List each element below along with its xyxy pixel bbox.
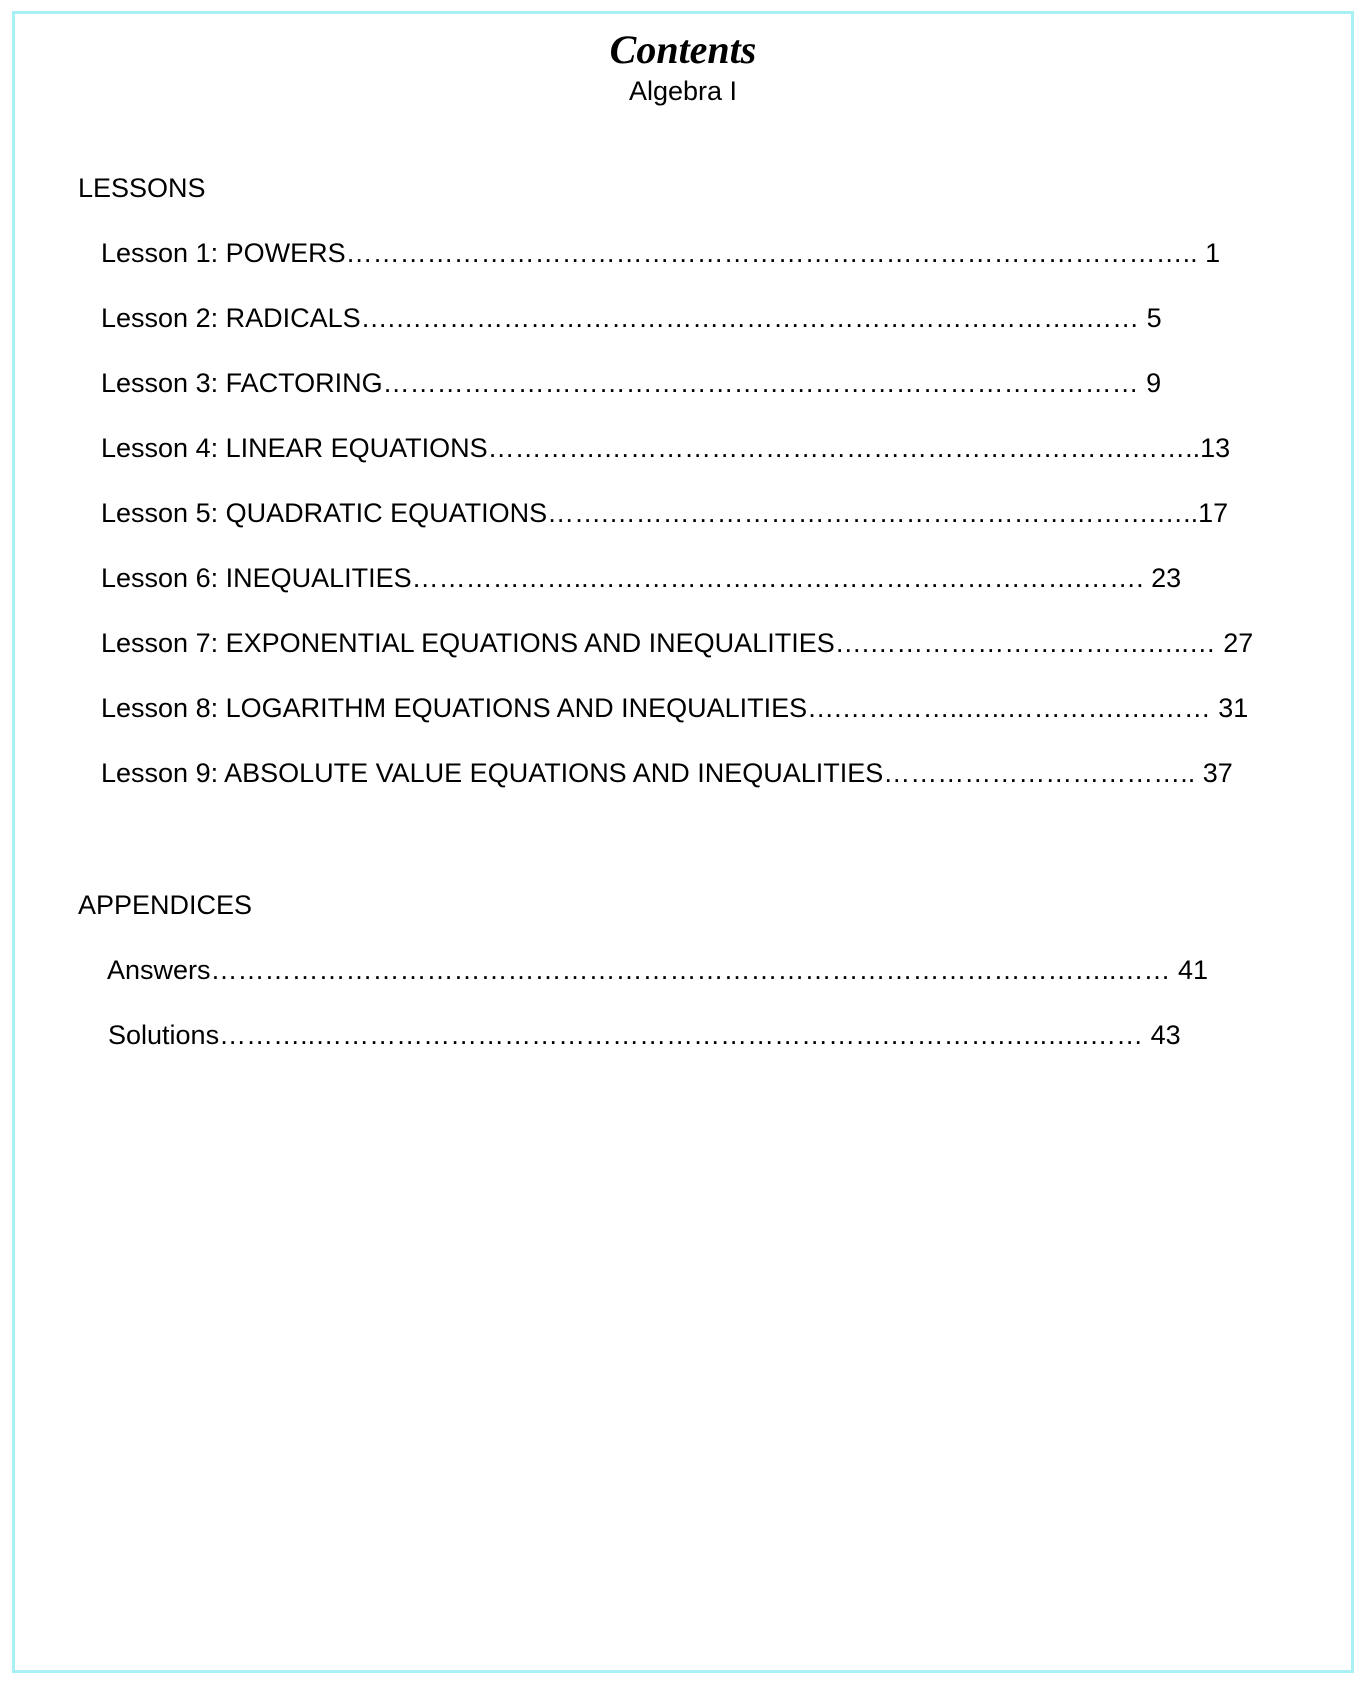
toc-entry-lesson-8: Lesson 8: LOGARITHM EQUATIONS AND INEQUALITIES….…………..…..………….….…… 31 [101, 693, 1249, 723]
toc-entry-lesson-2: Lesson 2: RADICALS….…………………………………………………………………..…… 5 [101, 303, 1162, 333]
toc-entry-answers: Answers………………………………………………………………………………………..…… 41 [107, 955, 1209, 985]
toc-entry-lesson-7: Lesson 7: EXPONENTIAL EQUATIONS AND INEQUALITIES….………………………….…..… 27 [101, 628, 1254, 658]
toc-entry-lesson-9: Lesson 9: ABSOLUTE VALUE EQUATIONS AND INEQUALITIES…………………………….. 37 [101, 758, 1233, 788]
page-title: Contents [609, 27, 757, 72]
toc-entry-lesson-6: Lesson 6: INEQUALITIES………………..……………………………………………….……. 23 [101, 563, 1182, 593]
appendices-heading: APPENDICES [78, 890, 253, 920]
toc-entry-solutions: Solutions………..……………………………………………………….………….…..…..…… 43 [108, 1020, 1181, 1050]
toc-entry-lesson-1: Lesson 1: POWERS………………………………………………………………………………….. 1 [101, 238, 1221, 268]
toc-entry-lesson-5: Lesson 5: QUADRATIC EQUATIONS…….…………………………………………………….…..17 [101, 498, 1229, 528]
page-subtitle: Algebra I [628, 76, 738, 106]
toc-entry-lesson-3: Lesson 3: FACTORING………………………………………………………………………… 9 [101, 368, 1162, 398]
toc-entry-lesson-4: Lesson 4: LINEAR EQUATIONS………….………………………………………….……….……..13 [101, 433, 1231, 463]
lessons-heading: LESSONS [78, 173, 206, 203]
